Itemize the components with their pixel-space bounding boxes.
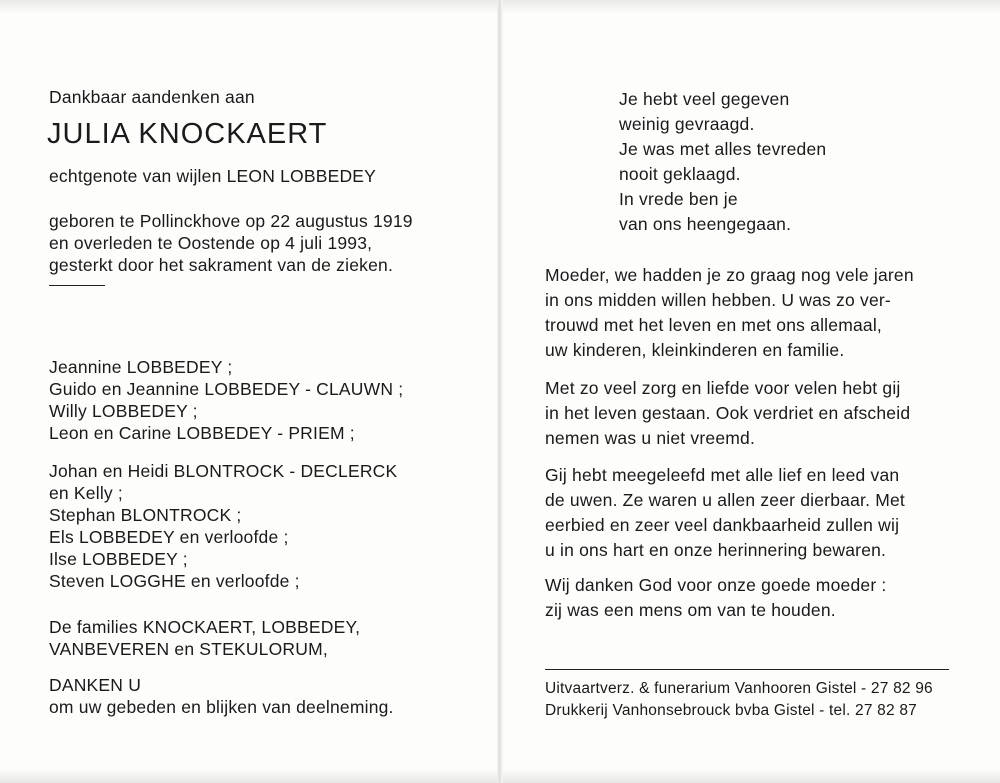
paragraph-line: Gij hebt meegeleefd met alle lief en leed van bbox=[545, 465, 900, 485]
intro-text: Dankbaar aandenken aan bbox=[49, 87, 255, 107]
paragraph-line: trouwd met het leven en met ons allemaal, bbox=[545, 315, 882, 335]
family-line: Johan en Heidi BLONTROCK - DECLERCK bbox=[49, 461, 398, 481]
card-fold bbox=[497, 0, 503, 783]
death-text: en overleden te Oostende op 4 juli 1993, bbox=[49, 233, 373, 253]
family-line: en Kelly ; bbox=[49, 483, 123, 503]
poem-line: van ons heengegaan. bbox=[619, 214, 792, 234]
birth-text: geboren te Pollinckhove op 22 augustus 1919 bbox=[49, 211, 413, 231]
deceased-name: JULIA KNOCKAERT bbox=[47, 118, 328, 150]
divider bbox=[49, 285, 105, 286]
paragraph-line: nemen was u niet vreemd. bbox=[545, 428, 756, 448]
paragraph-line: eerbied en zeer veel dankbaarheid zullen wij bbox=[545, 515, 900, 535]
poem-line: In vrede ben je bbox=[619, 189, 738, 209]
paragraph-line: u in ons hart en onze herinnering bewaren. bbox=[545, 540, 887, 560]
family-line: Guido en Jeannine LOBBEDEY - CLAUWN ; bbox=[49, 379, 404, 399]
footer-rule bbox=[545, 669, 949, 670]
thanks-line: om uw gebeden en blijken van deelneming. bbox=[49, 697, 394, 717]
family-line: Ilse LOBBEDEY ; bbox=[49, 549, 188, 569]
thanks-heading: DANKEN U bbox=[49, 675, 142, 695]
family-line: Stephan BLONTROCK ; bbox=[49, 505, 242, 525]
paragraph-line: Moeder, we hadden je zo graag nog vele jaren bbox=[545, 265, 914, 285]
paragraph-line: in het leven gestaan. Ook verdriet en afscheid bbox=[545, 403, 911, 423]
poem-line: Je was met alles tevreden bbox=[619, 139, 827, 159]
paragraph-line: zij was een mens om van te houden. bbox=[545, 600, 836, 620]
footer-funeral: Uitvaartverz. & funerarium Vanhooren Gistel - 27 82 96 bbox=[545, 680, 933, 697]
poem-line: weinig gevraagd. bbox=[619, 114, 755, 134]
family-line: Jeannine LOBBEDEY ; bbox=[49, 357, 233, 377]
families-line: De families KNOCKAERT, LOBBEDEY, bbox=[49, 617, 361, 637]
family-line: Leon en Carine LOBBEDEY - PRIEM ; bbox=[49, 423, 355, 443]
poem-line: nooit geklaagd. bbox=[619, 164, 741, 184]
families-line: VANBEVEREN en STEKULORUM, bbox=[49, 639, 328, 659]
paragraph-line: de uwen. Ze waren u allen zeer dierbaar. Met bbox=[545, 490, 905, 510]
paragraph-line: Wij danken God voor onze goede moeder : bbox=[545, 575, 887, 595]
family-line: Willy LOBBEDEY ; bbox=[49, 401, 198, 421]
paragraph-line: in ons midden willen hebben. U was zo ver- bbox=[545, 290, 891, 310]
family-line: Steven LOGGHE en verloofde ; bbox=[49, 571, 300, 591]
poem-line: Je hebt veel gegeven bbox=[619, 89, 790, 109]
spouse-text: echtgenote van wijlen LEON LOBBEDEY bbox=[49, 166, 377, 186]
family-line: Els LOBBEDEY en verloofde ; bbox=[49, 527, 289, 547]
sacrament-text: gesterkt door het sakrament van de zieken. bbox=[49, 255, 394, 275]
paragraph-line: Met zo veel zorg en liefde voor velen hebt gij bbox=[545, 378, 901, 398]
footer-printer: Drukkerij Vanhonsebrouck bvba Gistel - tel. 27 82 87 bbox=[545, 702, 917, 719]
paragraph-line: uw kinderen, kleinkinderen en familie. bbox=[545, 340, 845, 360]
